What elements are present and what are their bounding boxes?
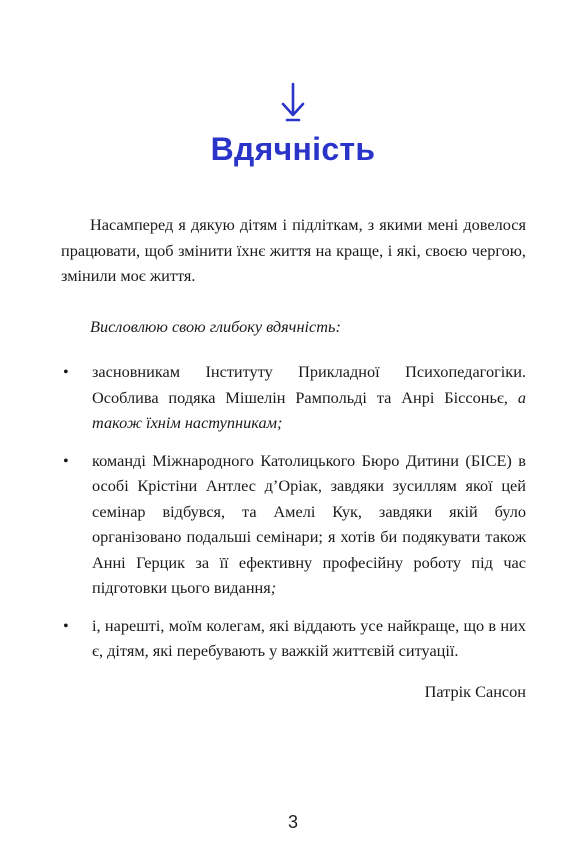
intro-paragraph: Насамперед я дякую дітям і підліткам, з якими мені довелося працювати, щоб змінити їхнє життя на краще, і які, своєю чергою, змінили моє життя.	[61, 215, 526, 285]
list-item	[61, 613, 526, 664]
page-number: 3	[287, 812, 298, 832]
list-item-text: і, нарешті, моїм колегам, які віддають усе найкраще, що в них є, дітям, які перебувають у важкій життєвій ситуації.	[92, 615, 526, 660]
list-item-italic: а також їхнім наступникам;	[92, 387, 526, 432]
list-item-italic: ;	[270, 578, 277, 597]
list-item	[61, 448, 526, 601]
author-signature: Патрік Сансон	[424, 682, 526, 701]
bullet-marker: •	[63, 615, 69, 635]
bullet-marker: •	[63, 450, 69, 470]
list-item-text: засновникам Інституту Прикладної Психопедагогіки. Особлива подяка Мішелін Рампольді та Анрі Біссоньє,	[92, 362, 526, 407]
list-item-text: команді Міжнародного Католицького Бюро Дитини (БІСЕ) в особі Крістіни Антлес д’Оріак, завдяки зусиллям якої цей семінар відбувся, та Амелі Кук, завдяки якій було організовано подальші семінари; я хотів би подякувати також Анні Герцик за її ефективну професійну роботу під час підготовки цього видання	[92, 450, 526, 597]
bullet-marker: •	[63, 362, 69, 381]
acknowledgement-list	[61, 359, 526, 664]
down-arrow-icon	[0, 82, 586, 122]
acknowledgements-body	[61, 212, 526, 676]
page-title: Вдячність	[210, 131, 376, 167]
list-item	[61, 359, 526, 436]
lead-line: Висловлюю свою глибоку вдячність:	[90, 316, 341, 336]
